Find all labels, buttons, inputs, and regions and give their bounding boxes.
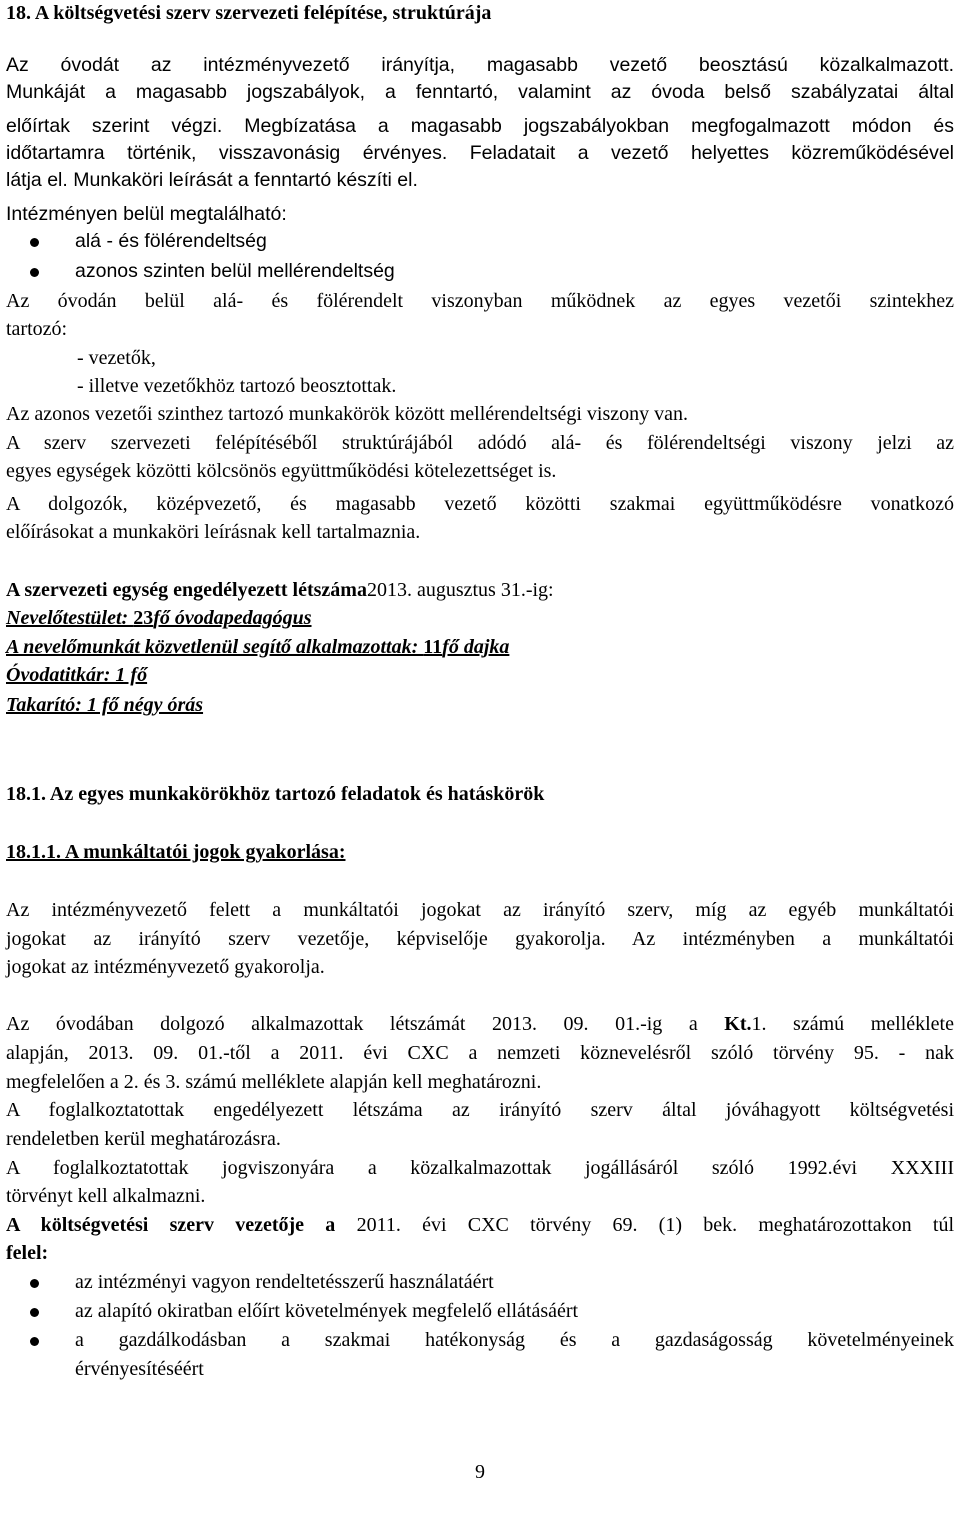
hierarchy-dash-1: - vezetők, xyxy=(77,347,156,369)
responsibility-item: az alapító okiratban előírt követelmények megfelelő ellátásáért xyxy=(75,1300,579,1322)
bullet-icon xyxy=(30,1279,39,1288)
intro-line-4: időtartamra történik, visszavonásig érvényes. Feladatait a vezető helyettes közreműködésével xyxy=(6,142,955,164)
head-responsibility-line-1: A költségvetési szerv vezetője a 2011. évi CXC törvény 69. (1) bek. meghatározottakon túl xyxy=(6,1214,954,1236)
intro-line-3a: előírtak szerint végzi. xyxy=(6,115,245,137)
staff-cleaner: Takarító: 1 fő négy órás xyxy=(6,694,204,716)
hierarchy-line-6: A dolgozók, középvezető, és magasabb vezető közötti szakmai együttműködésre vonatkozó xyxy=(6,493,954,515)
responsibility-item: az intézményi vagyon rendeltetésszerű használatáért xyxy=(75,1271,494,1293)
intro-line-3b: Megbízatása a magasabb jogszabályokban megfogalmazott módon és xyxy=(244,115,955,137)
intro-line-6: Intézményen belül megtalálható: xyxy=(6,203,287,225)
hierarchy-line-1: Az óvodán belül alá- és fölérendelt viszonyban működnek az egyes vezetői szintekhez xyxy=(6,290,954,312)
hierarchy-line-5: egyes egységek közötti kölcsönös együttműködési kötelezettséget is. xyxy=(6,460,557,482)
hierarchy-line-3: Az azonos vezetői szinthez tartozó munkakörök között mellérendeltségi viszony van. xyxy=(6,403,689,425)
intro-line-1: Az óvodát az intézményvezető irányítja, magasabb vezető beosztású közalkalmazott. xyxy=(6,54,954,76)
hierarchy-line-7: előírásokat a munkaköri leírásnak kell tartalmaznia. xyxy=(6,521,421,543)
staff-secretary: Óvodatitkár: 1 fő xyxy=(6,664,148,686)
bullet-icon xyxy=(30,238,39,247)
bullet-icon xyxy=(30,1337,39,1346)
responsibility-item: a gazdálkodásban a szakmai hatékonyság és a gazdaságosság követelményeinek xyxy=(75,1329,954,1351)
approved-headcount-line-1: A foglalkoztatottak engedélyezett létszáma az irányító szerv által jóváhagyott költségvetési xyxy=(6,1099,954,1121)
head-responsibility-line-2: felel: xyxy=(6,1242,49,1264)
subsection-18-1-title: 18.1. Az egyes munkakörökhöz tartozó feladatok és hatáskörök xyxy=(6,783,545,805)
responsibility-item-continuation: érvényesítéséért xyxy=(75,1358,204,1380)
bullet-icon xyxy=(30,268,39,277)
employment-law-line-1: A foglalkoztatottak jogviszonyára a közalkalmazottak jogállásáról szóló 1992.évi XXXIII xyxy=(6,1157,954,1179)
section-number: 18. xyxy=(6,2,31,24)
section-title: A költségvetési szerv szervezeti felépítése, struktúrája xyxy=(34,2,492,24)
section-heading xyxy=(6,0,491,26)
approved-headcount-line-2: rendeletben kerül meghatározásra. xyxy=(6,1128,281,1150)
intro-line-3 xyxy=(6,113,954,139)
staff-title: A szervezeti egység engedélyezett létszáma2013. augusztus 31.-ig: xyxy=(6,579,554,601)
employer-rights-line-1: Az intézményvezető felett a munkáltatói jogokat az irányító szerv, míg az egyéb munkáltatói xyxy=(6,899,954,921)
subsection-18-1-1-title: 18.1.1. A munkáltatói jogok gyakorlása: xyxy=(6,841,346,863)
employer-rights-line-2: jogokat az irányító szerv vezetője, képviselője gyakorolja. Az intézményben a munkáltatói xyxy=(6,928,954,950)
headcount-line-2: alapján, 2013. 09. 01.-től a 2011. évi CXC a nemzeti köznevelésről szóló törvény 95. - nak xyxy=(6,1042,954,1064)
employer-rights-line-3: jogokat az intézményvezető gyakorolja. xyxy=(6,956,325,978)
intro-line-2: Munkáját a magasabb jogszabályok, a fenntartó, valamint az óvoda belső szabályzatai által xyxy=(6,81,954,103)
intro-line-5: látja el. Munkaköri leírását a fenntartó készíti el. xyxy=(6,169,418,191)
hierarchy-line-2: tartozó: xyxy=(6,318,68,340)
hierarchy-dash-2: - illetve vezetőkhöz tartozó beosztottak. xyxy=(77,375,397,397)
staff-teachers: Nevelőtestület: 23fő óvodapedagógus xyxy=(6,607,312,629)
page-number: 9 xyxy=(475,1461,485,1483)
headcount-line-3: megfelelően a 2. és 3. számú melléklete alapján kell meghatározni. xyxy=(6,1071,542,1093)
bullet-icon xyxy=(30,1308,39,1317)
staff-helpers: A nevelőmunkát közvetlenül segítő alkalmazottak: 11fő dajka xyxy=(6,636,510,658)
employment-law-line-2: törvényt kell alkalmazni. xyxy=(6,1185,206,1207)
hierarchy-line-4: A szerv szervezeti felépítéséből struktúrájából adódó alá- és fölérendeltségi viszony jelzi az xyxy=(6,432,954,454)
relation-item: azonos szinten belül mellérendeltség xyxy=(75,260,395,282)
relation-item: alá - és fölérendeltség xyxy=(75,230,267,252)
headcount-line-1: Az óvodában dolgozó alkalmazottak létszámát 2013. 09. 01.-ig a Kt.1. számú melléklete xyxy=(6,1013,954,1035)
